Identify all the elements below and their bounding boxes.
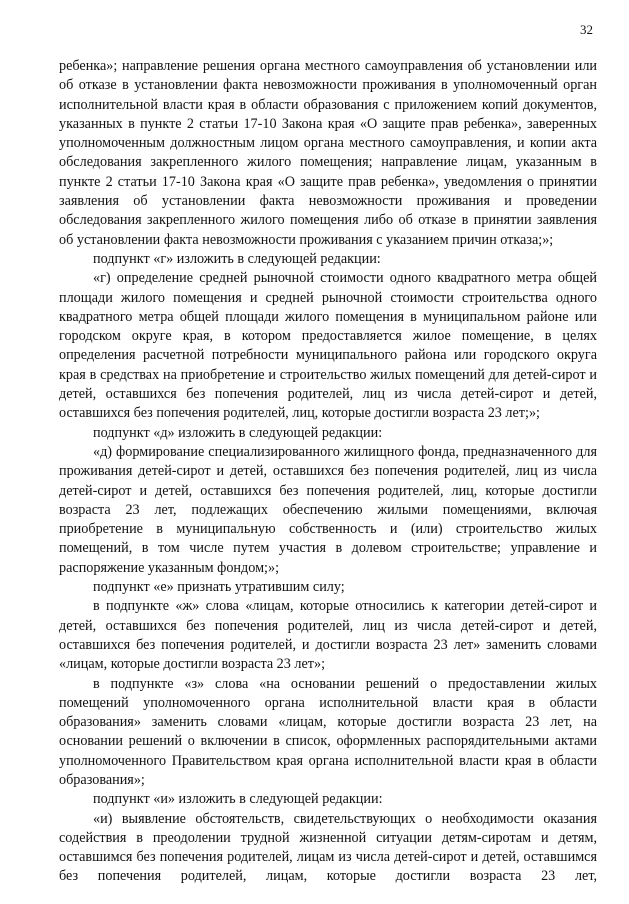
paragraph-continuation: ребенка»; направление решения органа местного самоуправления об установлении или об отказе в установлении факта невозможности проживания в уполномоченный орган исполнительной власти края в области образования с приложением копий документов, указанных в пункте 2 статьи 17-10 Закона края «О защите прав ребенка», заверенных уполномоченным должностным лицом органа местного самоуправления, и копии акта обследования закрепленного жилого помещения; направление лицам, указанным в пункте 2 статьи 17-10 Закона края «О защите прав ребенка», уведомления о принятии заявления об установлении факта невозможности проживания и проведении обследования закрепленного жилого помещения либо об отказе в принятии заявления об установлении факта невозможности проживания с указанием причин отказа;»; bbox=[59, 58, 597, 248]
paragraph-subitem-z: в подпункте «з» слова «на основании решений о предоставлении жилых помещений уполномоченного органа исполнительной власти края в области образования» заменить словами «лицам, которые достигли возраста 23 лет, на основании решений о включении в список, оформленных распорядительными актами уполномоченного Правительством края органа исполнительной власти края в области образования»; bbox=[59, 675, 597, 788]
paragraph-subitem-g-heading: подпункт «г» изложить в следующей редакции: bbox=[93, 250, 381, 267]
paragraph-subitem-g-text: «г) определение средней рыночной стоимости одного квадратного метра общей площади жилого помещения и средней рыночной стоимости строительства одного квадратного метра общей площади жилого помещения в муниципальном районе или городском округе края, в котором предоставляется жилое помещение, в целях определения расчетной потребности муниципального района или городского округа края в средствах на приобретение и строительство жилых помещений для детей-сирот и детей, оставшихся без попечения родителей, лиц из числа детей-сирот и детей, оставшихся без попечения родителей, лиц, которые достигли возраста 23 лет;»; bbox=[59, 270, 597, 422]
page-number: 32 bbox=[580, 22, 593, 37]
paragraph-subitem-d-heading: подпункт «д» изложить в следующей редакции: bbox=[93, 424, 383, 441]
document-body bbox=[59, 57, 597, 887]
paragraph-subitem-i-heading: подпункт «и» изложить в следующей редакции: bbox=[93, 791, 383, 808]
paragraph-subitem-e: подпункт «е» признать утратившим силу; bbox=[93, 579, 345, 596]
paragraph-subitem-zh: в подпункте «ж» слова «лицам, которые относились к категории детей-сирот и детей, оставшихся без попечения родителей, лиц из числа детей-сирот и детей, оставшихся без попечения родителей, и достигли возраста 23 лет» заменить словами «лицам, которые достигли возраста 23 лет»; bbox=[59, 598, 597, 673]
paragraph-subitem-i-text: «и) выявление обстоятельств, свидетельствующих о необходимости оказания содействия в преодолении трудной жизненной ситуации детям-сиротам и детям, оставшимся без попечения родителей, лицам из числа детей-сирот и детей, оставшимся без попечения родителей, лицам, которые достигли возраста 23 лет, bbox=[59, 810, 597, 885]
paragraph-subitem-d-text: «д) формирование специализированного жилищного фонда, предназначенного для проживания детей-сирот и детей, оставшихся без попечения родителей, лиц из числа детей-сирот и детей, оставшихся без попечения родителей, лиц, которые достигли возраста 23 лет, подлежащих обеспечению жилыми помещениями, включая приобретение в муниципальную собственность и (или) строительство жилых помещений, в том числе путем участия в долевом строительстве; управление и распоряжение указанным фондом;»; bbox=[59, 443, 597, 576]
